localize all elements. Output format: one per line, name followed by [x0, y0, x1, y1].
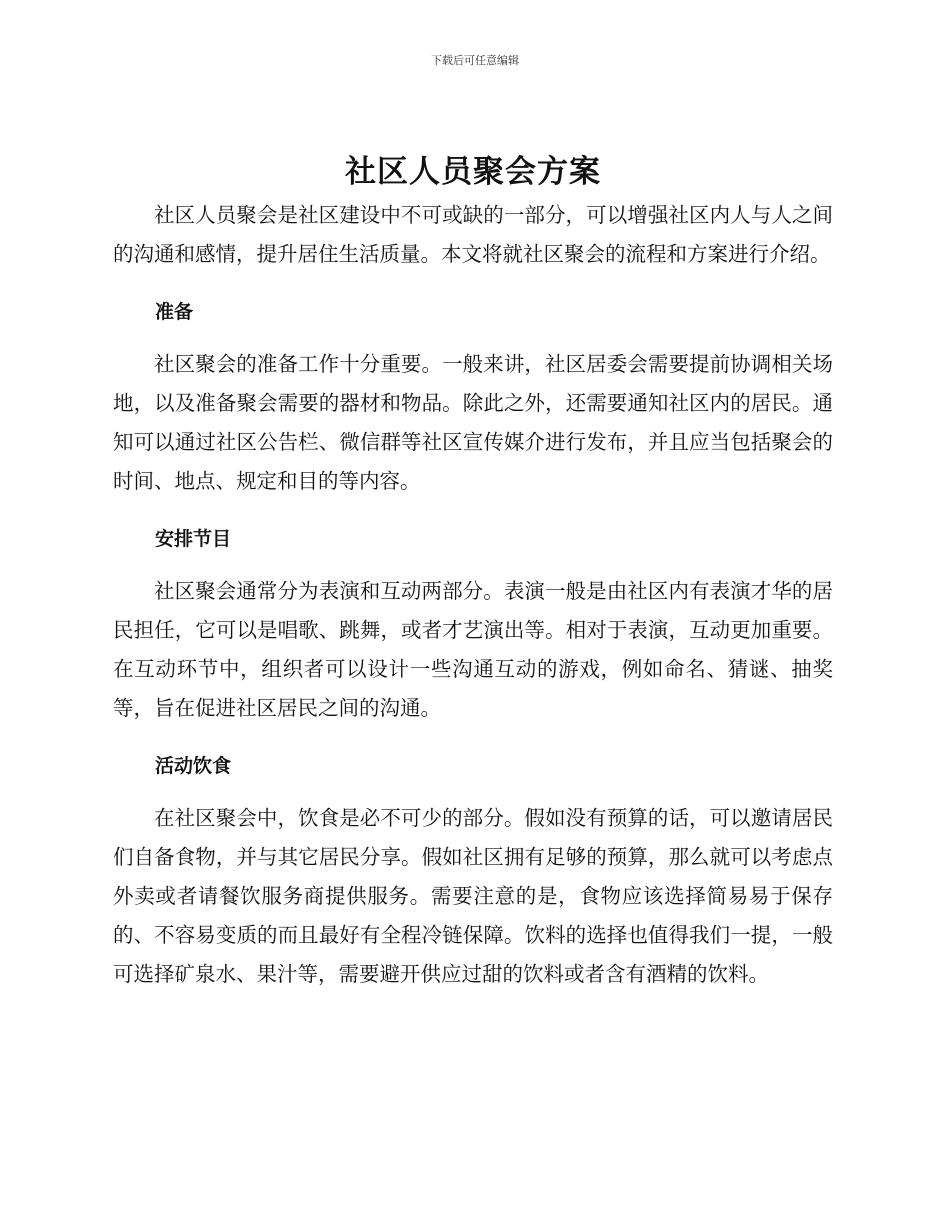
section-body-program: 社区聚会通常分为表演和互动两部分。表演一般是由社区内有表演才华的居民担任，它可以是唱歌、跳舞，或者才艺演出等。相对于表演，互动更加重要。在互动环节中，组织者可以设计一些沟通互动的游戏，例如命名、猜谜、抽奖等，旨在促进社区居民之间的沟通。 — [113, 579, 833, 720]
section-heading-program: 安排节目 — [155, 528, 232, 550]
section-heading-food: 活动饮食 — [155, 755, 232, 777]
section-body-preparation: 社区聚会的准备工作十分重要。一般来讲，社区居委会需要提前协调相关场地，以及准备聚会需要的器材和物品。除此之外，还需要通知社区内的居民。通知可以通过社区公告栏、微信群等社区宣传媒介进行发布，并且应当包括聚会的时间、地点、规定和目的等内容。 — [113, 352, 833, 493]
page-header-note: 下载后可任意编辑 — [431, 54, 519, 67]
intro-paragraph: 社区人员聚会是社区建设中不可或缺的一部分，可以增强社区内人与人之间的沟通和感情，提升居住生活质量。本文将就社区聚会的流程和方案进行介绍。 — [113, 203, 833, 266]
document-title: 社区人员聚会方案 — [345, 154, 601, 190]
document-body — [113, 148, 833, 994]
section-body-food: 在社区聚会中，饮食是必不可少的部分。假如没有预算的话，可以邀请居民们自备食物，并与其它居民分享。假如社区拥有足够的预算，那么就可以考虑点外卖或者请餐饮服务商提供服务。需要注意的是，食物应该选择简易易于保存的、不容易变质的而且最好有全程冷链保障。饮料的选择也值得我们一提，一般可选择矿泉水、果汁等，需要避开供应过甜的饮料或者含有酒精的饮料。 — [113, 806, 833, 986]
section-heading-preparation: 准备 — [155, 301, 194, 323]
